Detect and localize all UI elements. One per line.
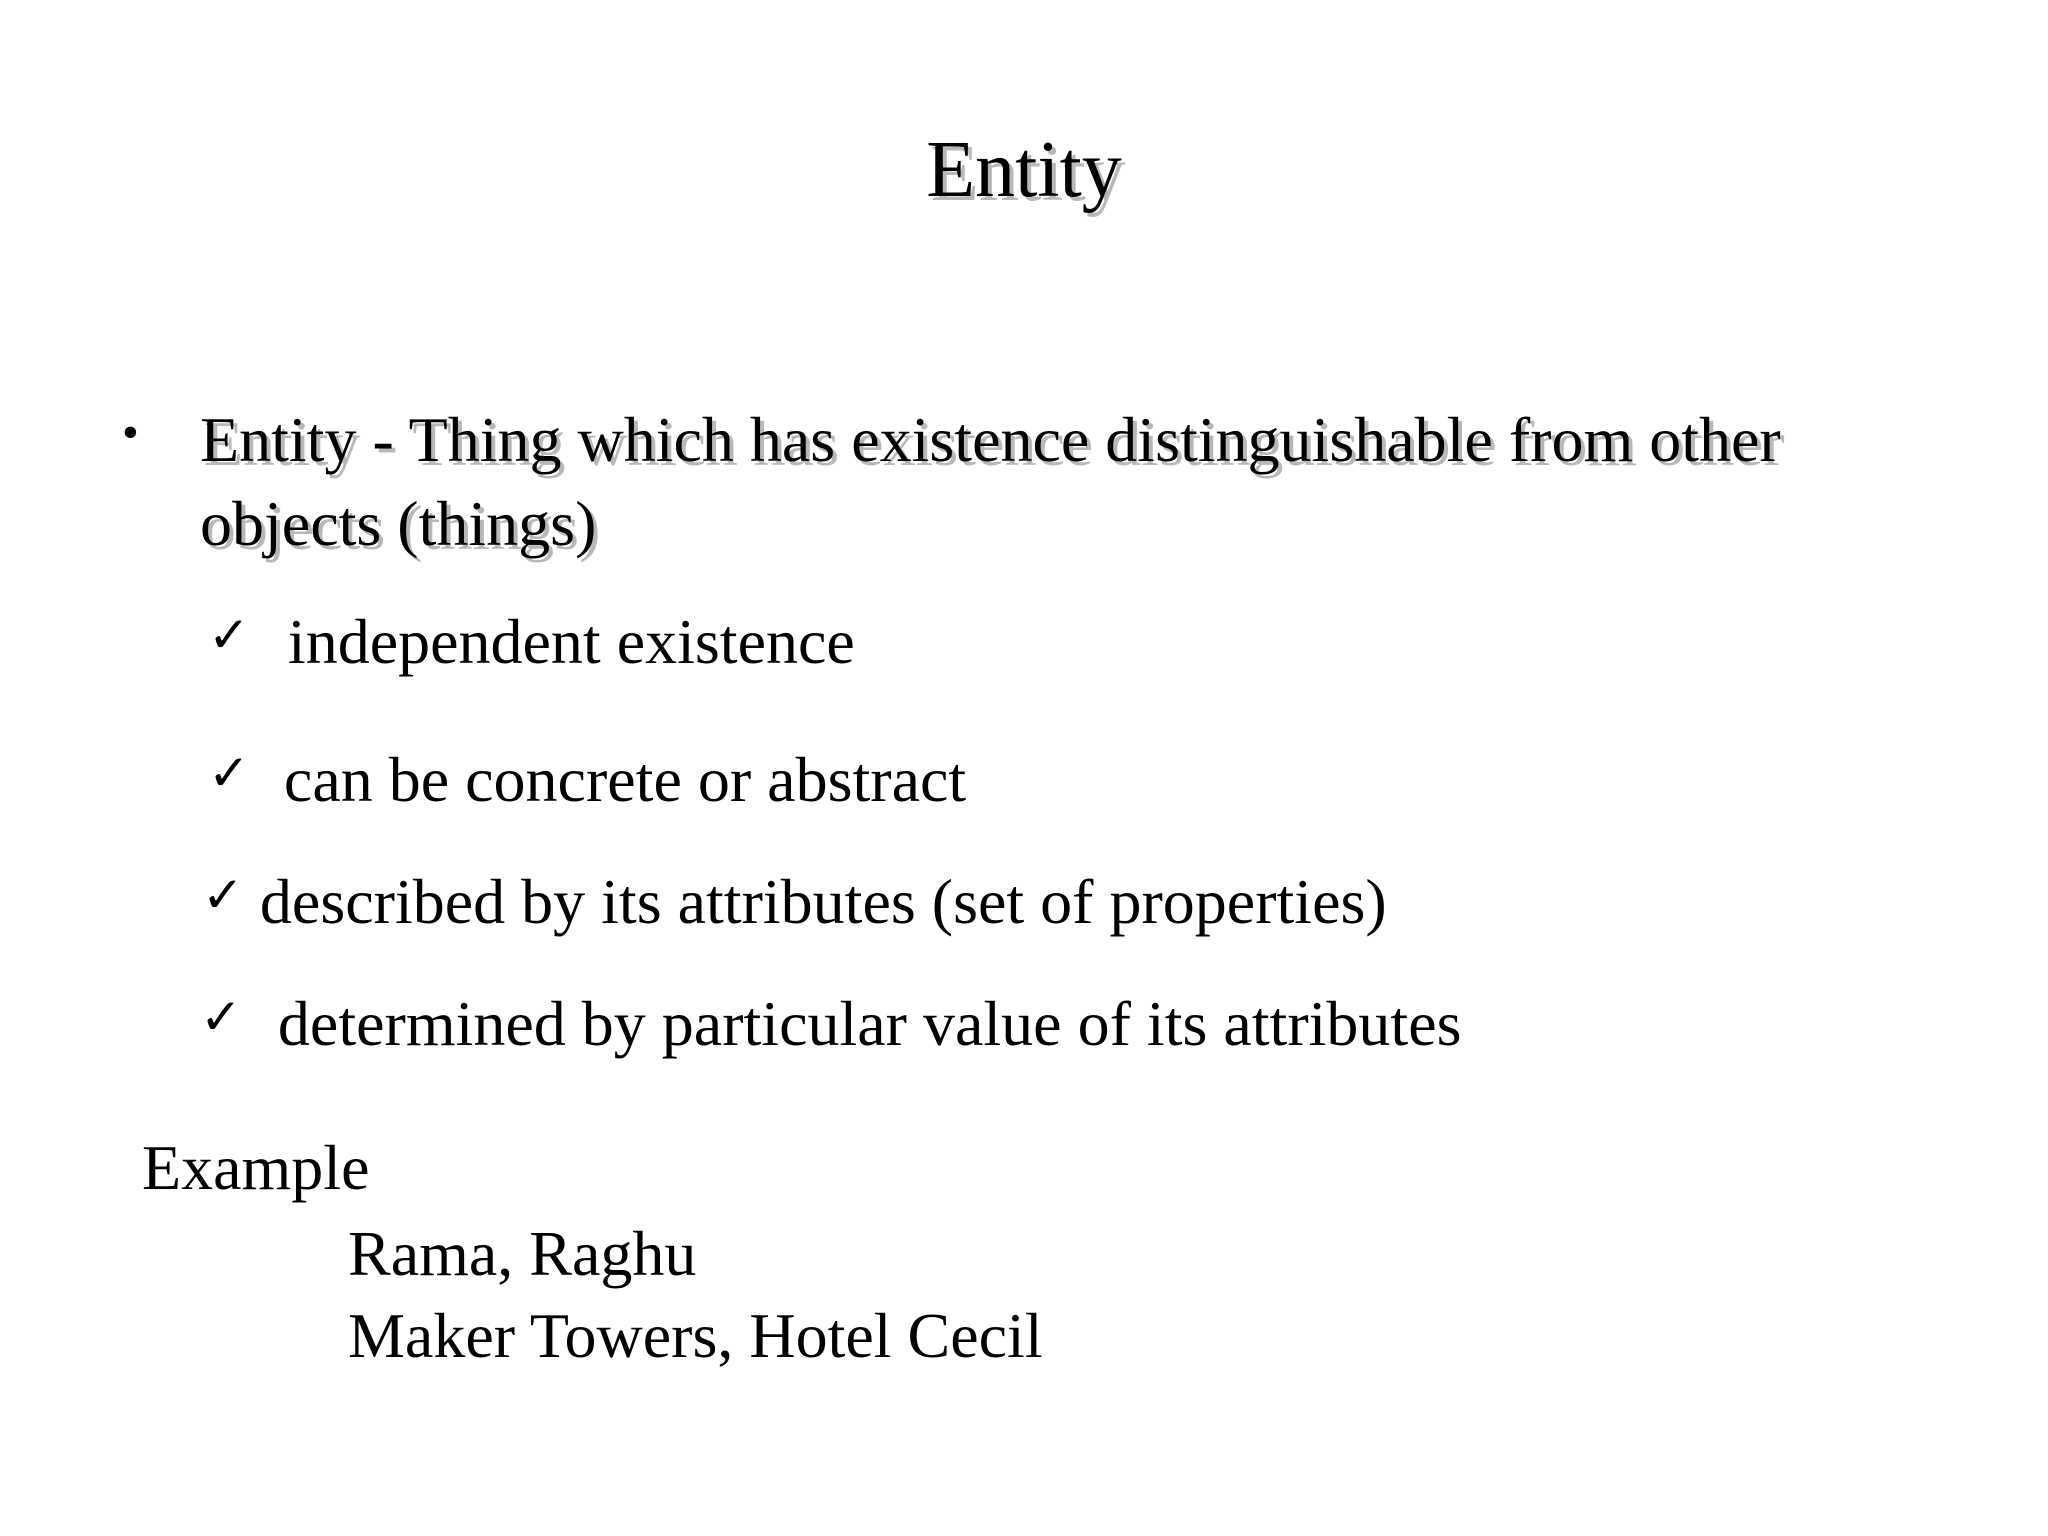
checkmark-icon: ✓ bbox=[208, 744, 250, 802]
checkmark-icon: ✓ bbox=[200, 988, 242, 1046]
checkmark-icon: ✓ bbox=[208, 606, 250, 664]
check-item-text: determined by particular value of its attributes bbox=[277, 988, 1462, 1059]
check-item bbox=[200, 984, 1462, 1064]
check-item-text: independent existence bbox=[287, 606, 855, 677]
example-label: Example bbox=[142, 1132, 370, 1203]
bullet-icon: • bbox=[122, 406, 139, 459]
check-item bbox=[208, 602, 855, 682]
check-item bbox=[208, 740, 966, 820]
check-item-text: can be concrete or abstract bbox=[283, 744, 967, 815]
bullet-text: Entity - Thing which has existence distinguishable from other objects (things) bbox=[200, 404, 1781, 559]
check-item bbox=[202, 862, 1387, 942]
checkmark-icon: ✓ bbox=[202, 866, 244, 924]
slide-title: Entity bbox=[926, 126, 1122, 214]
example-line: Rama, Raghu bbox=[348, 1218, 697, 1289]
check-item-text: described by its attributes (set of properties) bbox=[259, 866, 1387, 937]
example-line: Maker Towers, Hotel Cecil bbox=[348, 1300, 1043, 1371]
